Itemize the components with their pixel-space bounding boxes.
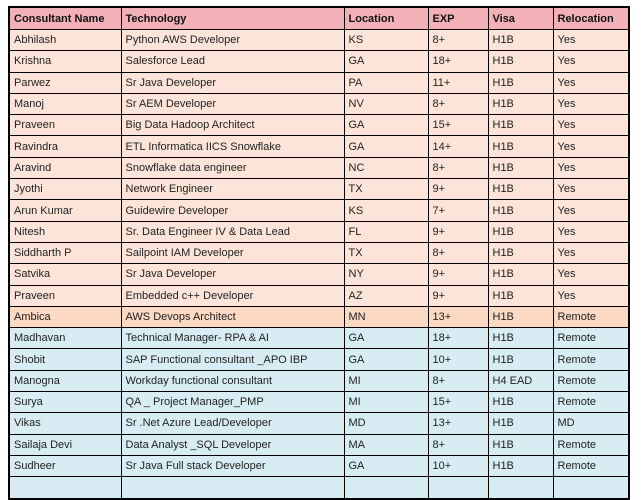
cell-relocation[interactable]: Remote — [553, 392, 629, 413]
consultant-hotlist-table — [8, 6, 630, 500]
cell-visa[interactable]: H1B — [488, 349, 553, 370]
cell-relocation[interactable]: Remote — [553, 455, 629, 476]
cell-visa[interactable]: H1B — [488, 455, 553, 476]
cell-empty — [488, 477, 553, 499]
cell-technology[interactable]: Workday functional consultant — [121, 370, 344, 391]
cell-exp[interactable]: 13+ — [428, 306, 488, 327]
cell-visa[interactable]: H1B — [488, 93, 553, 114]
cell-relocation[interactable]: Yes — [553, 30, 629, 51]
cell-exp[interactable]: 14+ — [428, 136, 488, 157]
table-row — [9, 285, 629, 306]
cell-visa[interactable]: H1B — [488, 200, 553, 221]
cell-visa[interactable]: H4 EAD — [488, 370, 553, 391]
table-row — [9, 242, 629, 263]
cell-technology[interactable]: Sr .Net Azure Lead/Developer — [121, 413, 344, 434]
cell-relocation[interactable]: Yes — [553, 72, 629, 93]
cell-exp[interactable]: 8+ — [428, 30, 488, 51]
cell-visa[interactable]: H1B — [488, 72, 553, 93]
cell-location[interactable]: PA — [344, 72, 428, 93]
column-header-technology[interactable]: Technology — [121, 7, 344, 30]
cell-visa[interactable]: H1B — [488, 30, 553, 51]
table-row — [9, 115, 629, 136]
cell-technology[interactable]: Python AWS Developer — [121, 30, 344, 51]
cell-consultant[interactable]: Shobit — [9, 349, 121, 370]
cell-visa[interactable]: H1B — [488, 328, 553, 349]
cell-consultant[interactable]: Madhavan — [9, 328, 121, 349]
cell-location[interactable]: NY — [344, 264, 428, 285]
cell-exp[interactable]: 9+ — [428, 221, 488, 242]
cell-technology[interactable]: Sr Java Developer — [121, 264, 344, 285]
cell-location[interactable]: TX — [344, 179, 428, 200]
consultant-table-body — [9, 30, 629, 499]
cell-location[interactable]: KS — [344, 30, 428, 51]
cell-location[interactable]: GA — [344, 136, 428, 157]
cell-consultant[interactable]: Manogna — [9, 370, 121, 391]
cell-exp[interactable]: 7+ — [428, 200, 488, 221]
cell-consultant[interactable]: Nitesh — [9, 221, 121, 242]
cell-consultant[interactable]: Abhilash — [9, 30, 121, 51]
cell-visa[interactable]: H1B — [488, 51, 553, 72]
cell-technology[interactable]: Big Data Hadoop Architect — [121, 115, 344, 136]
cell-technology[interactable]: Sr Java Full stack Developer — [121, 455, 344, 476]
cell-relocation[interactable]: Yes — [553, 264, 629, 285]
table-row — [9, 72, 629, 93]
cell-relocation[interactable]: Yes — [553, 51, 629, 72]
cell-technology[interactable]: ETL Informatica IICS Snowflake — [121, 136, 344, 157]
cell-visa[interactable]: H1B — [488, 264, 553, 285]
table-row — [9, 264, 629, 285]
table-row — [9, 306, 629, 327]
cell-exp[interactable]: 10+ — [428, 349, 488, 370]
column-header-exp[interactable]: EXP — [428, 7, 488, 30]
cell-exp[interactable]: 11+ — [428, 72, 488, 93]
header-row — [9, 7, 629, 30]
cell-location[interactable]: MI — [344, 370, 428, 391]
table-row — [9, 392, 629, 413]
cell-exp[interactable]: 18+ — [428, 328, 488, 349]
cell-technology[interactable]: Data Analyst _SQL Developer — [121, 434, 344, 455]
cell-technology[interactable]: AWS Devops Architect — [121, 306, 344, 327]
cell-relocation[interactable]: Yes — [553, 93, 629, 114]
table-row — [9, 93, 629, 114]
cell-relocation[interactable]: MD — [553, 413, 629, 434]
cell-relocation[interactable]: Yes — [553, 242, 629, 263]
cell-technology[interactable]: Sailpoint IAM Developer — [121, 242, 344, 263]
cell-consultant[interactable]: Manoj — [9, 93, 121, 114]
cell-exp[interactable]: 15+ — [428, 115, 488, 136]
cell-consultant[interactable]: Praveen — [9, 285, 121, 306]
table-row — [9, 157, 629, 178]
cell-technology[interactable]: Sr AEM Developer — [121, 93, 344, 114]
cell-technology[interactable]: Salesforce Lead — [121, 51, 344, 72]
cell-location[interactable]: GA — [344, 328, 428, 349]
column-header-consultant-name[interactable]: Consultant Name — [9, 7, 121, 30]
cell-relocation[interactable]: Yes — [553, 115, 629, 136]
cell-location[interactable]: MI — [344, 392, 428, 413]
cell-visa[interactable]: H1B — [488, 136, 553, 157]
table-row — [9, 349, 629, 370]
table-row-partial — [9, 477, 629, 499]
cell-visa[interactable]: H1B — [488, 392, 553, 413]
cell-exp[interactable]: 8+ — [428, 434, 488, 455]
cell-empty — [9, 477, 121, 499]
cell-empty — [344, 477, 428, 499]
cell-relocation[interactable]: Remote — [553, 434, 629, 455]
cell-location[interactable]: GA — [344, 455, 428, 476]
cell-exp[interactable]: 8+ — [428, 242, 488, 263]
cell-visa[interactable]: H1B — [488, 285, 553, 306]
cell-exp[interactable]: 18+ — [428, 51, 488, 72]
cell-location[interactable]: GA — [344, 349, 428, 370]
cell-location[interactable]: AZ — [344, 285, 428, 306]
cell-relocation[interactable]: Remote — [553, 370, 629, 391]
cell-consultant[interactable]: Ravindra — [9, 136, 121, 157]
cell-relocation[interactable]: Yes — [553, 200, 629, 221]
cell-visa[interactable]: H1B — [488, 413, 553, 434]
cell-location[interactable]: TX — [344, 242, 428, 263]
cell-location[interactable]: FL — [344, 221, 428, 242]
cell-exp[interactable]: 8+ — [428, 93, 488, 114]
cell-visa[interactable]: H1B — [488, 179, 553, 200]
column-header-location[interactable]: Location — [344, 7, 428, 30]
cell-relocation[interactable]: Yes — [553, 285, 629, 306]
cell-location[interactable]: MA — [344, 434, 428, 455]
cell-consultant[interactable]: Sailaja Devi — [9, 434, 121, 455]
cell-consultant[interactable]: Vikas — [9, 413, 121, 434]
cell-relocation[interactable]: Remote — [553, 306, 629, 327]
cell-exp[interactable]: 9+ — [428, 285, 488, 306]
table-row — [9, 200, 629, 221]
cell-exp[interactable]: 13+ — [428, 413, 488, 434]
cell-location[interactable]: MN — [344, 306, 428, 327]
cell-consultant[interactable]: Ambica — [9, 306, 121, 327]
cell-consultant[interactable]: Surya — [9, 392, 121, 413]
cell-consultant[interactable]: Jyothi — [9, 179, 121, 200]
cell-consultant[interactable]: Siddharth P — [9, 242, 121, 263]
table-row — [9, 370, 629, 391]
cell-exp[interactable]: 15+ — [428, 392, 488, 413]
cell-relocation[interactable]: Yes — [553, 157, 629, 178]
cell-exp[interactable]: 10+ — [428, 455, 488, 476]
table-header — [9, 7, 629, 30]
cell-relocation[interactable]: Yes — [553, 221, 629, 242]
table-row — [9, 413, 629, 434]
cell-exp[interactable]: 8+ — [428, 157, 488, 178]
cell-consultant[interactable]: Sudheer — [9, 455, 121, 476]
cell-empty — [428, 477, 488, 499]
cell-visa[interactable]: H1B — [488, 434, 553, 455]
cell-exp[interactable]: 9+ — [428, 264, 488, 285]
table-row — [9, 30, 629, 51]
cell-consultant[interactable]: Parwez — [9, 72, 121, 93]
cell-location[interactable]: MD — [344, 413, 428, 434]
cell-consultant[interactable]: Arun Kumar — [9, 200, 121, 221]
cell-technology[interactable]: Network Engineer — [121, 179, 344, 200]
cell-exp[interactable]: 9+ — [428, 179, 488, 200]
cell-technology[interactable]: Technical Manager- RPA & AI — [121, 328, 344, 349]
cell-technology[interactable]: Embedded c++ Developer — [121, 285, 344, 306]
table-row — [9, 221, 629, 242]
cell-technology[interactable]: SAP Functional consultant _APO IBP — [121, 349, 344, 370]
column-header-relocation[interactable]: Relocation — [553, 7, 629, 30]
table-row — [9, 328, 629, 349]
cell-empty — [121, 477, 344, 499]
cell-location[interactable]: GA — [344, 51, 428, 72]
cell-visa[interactable]: H1B — [488, 242, 553, 263]
cell-consultant[interactable]: Satvika — [9, 264, 121, 285]
cell-visa[interactable]: H1B — [488, 157, 553, 178]
cell-relocation[interactable]: Yes — [553, 136, 629, 157]
cell-relocation[interactable]: Remote — [553, 349, 629, 370]
cell-location[interactable]: GA — [344, 115, 428, 136]
column-header-visa[interactable]: Visa — [488, 7, 553, 30]
cell-consultant[interactable]: Praveen — [9, 115, 121, 136]
cell-location[interactable]: NC — [344, 157, 428, 178]
table-row — [9, 455, 629, 476]
cell-location[interactable]: NV — [344, 93, 428, 114]
cell-consultant[interactable]: Krishna — [9, 51, 121, 72]
cell-technology[interactable]: QA _ Project Manager_PMP — [121, 392, 344, 413]
cell-visa[interactable]: H1B — [488, 115, 553, 136]
cell-visa[interactable]: H1B — [488, 221, 553, 242]
cell-exp[interactable]: 8+ — [428, 370, 488, 391]
table-row — [9, 179, 629, 200]
table-row — [9, 51, 629, 72]
table-row — [9, 434, 629, 455]
cell-technology[interactable]: Snowflake data engineer — [121, 157, 344, 178]
cell-technology[interactable]: Sr Java Developer — [121, 72, 344, 93]
table-row — [9, 136, 629, 157]
cell-relocation[interactable]: Remote — [553, 328, 629, 349]
cell-empty — [553, 477, 629, 499]
cell-visa[interactable]: H1B — [488, 306, 553, 327]
cell-location[interactable]: KS — [344, 200, 428, 221]
cell-technology[interactable]: Sr. Data Engineer IV & Data Lead — [121, 221, 344, 242]
cell-consultant[interactable]: Aravind — [9, 157, 121, 178]
cell-technology[interactable]: Guidewire Developer — [121, 200, 344, 221]
cell-relocation[interactable]: Yes — [553, 179, 629, 200]
